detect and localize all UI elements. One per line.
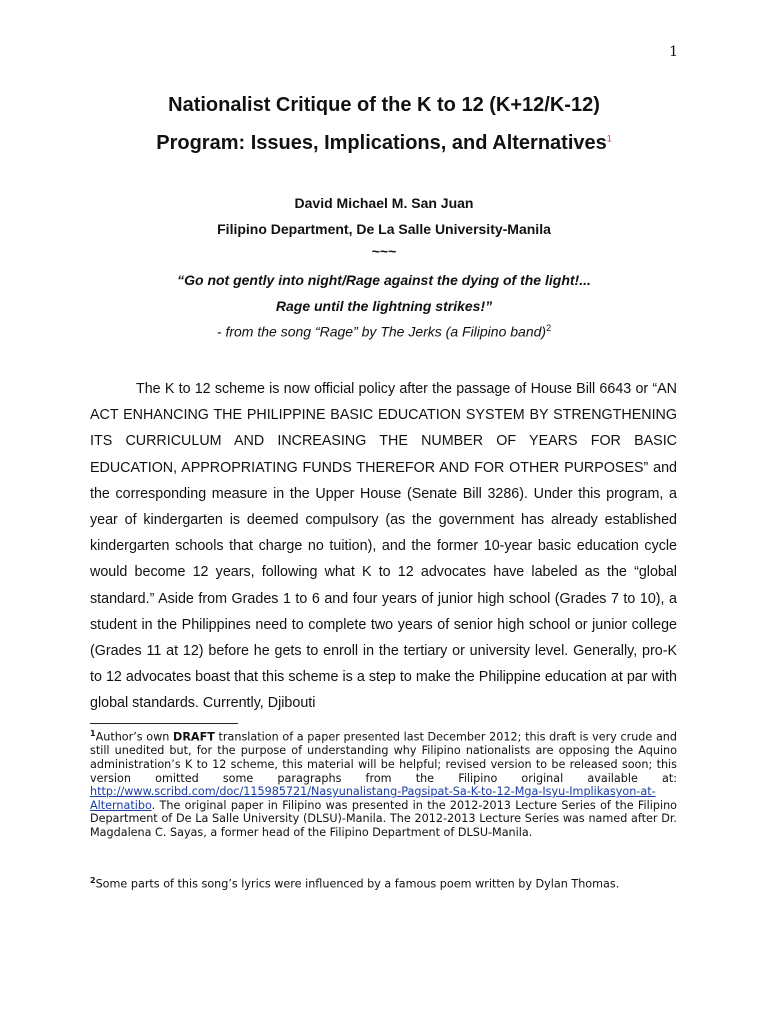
epigraph-source: [0, 323, 768, 340]
title-line-1: Nationalist Critique of the K to 12 (K+12/K-12): [168, 94, 600, 116]
footnote-1-source-link[interactable]: http://www.scribd.com/doc/115985721/Nasyunalistang-Pagsipat-Sa-K-to-12-Mga-Isyu-Implikasyon-at-Alternatibo: [90, 785, 656, 812]
epigraph-source-text: - from the song “Rage” by The Jerks (a Filipino band): [216, 323, 547, 340]
footnote-2-text: Some parts of this song’s lyrics were influenced by a famous poem written by Dylan Thomas.: [95, 877, 620, 891]
footnote-1-text-b: translation of a paper presented last December 2012; this draft is very crude and still unedited but, for the purpose of understanding why Filipino nationalists are opposing the Aquino administration’s K to 12 scheme, this material will be helpful; revised version to be released soon; this version omitted some paragraphs from the Filipino original available at:: [90, 730, 677, 785]
footnote-divider: [90, 723, 238, 724]
title-line-2-text: Program: Issues, Implications, and Alternatives: [156, 132, 607, 154]
footnote-1-text-c: . The original paper in Filipino was presented in the 2012-2013 Lecture Series of the Filipino Department of De La Salle University (DLSU)-Manila. The 2012-2013 Lecture Series was named after Dr. Magdalena C. Sayas, a former head of the Filipino Department of DLSU-Manila.: [90, 798, 677, 839]
footnote-1: [90, 727, 677, 839]
page-number: 1: [669, 44, 678, 60]
title-footnote-ref[interactable]: 1: [606, 133, 612, 144]
footnote-1-text-a: Author’s own: [95, 730, 174, 744]
author-name: David Michael M. San Juan: [294, 195, 474, 211]
title-line-2: [0, 132, 768, 155]
author-affiliation: Filipino Department, De La Salle University-Manila: [217, 221, 551, 237]
epigraph-line-1: “Go not gently into night/Rage against the dying of the light!...: [177, 272, 591, 288]
epigraph-line-2: Rage until the lightning strikes!”: [275, 298, 493, 314]
footnote-1-mark: 1: [90, 729, 96, 738]
epigraph-footnote-ref[interactable]: 2: [546, 323, 552, 333]
footnote-1-draft-label: DRAFT: [173, 730, 215, 744]
footnote-2: [90, 874, 677, 891]
body-paragraph-1: The K to 12 scheme is now official policy after the passage of House Bill 6643 or “AN ACT ENHANCING THE PHILIPPINE BASIC EDUCATION SYSTEM BY STRENGTHENING ITS CURRICULUM AND INCREASING THE NUMBER OF YEARS FOR BASIC EDUCATION, APPROPRIATING FUNDS THEREFOR AND FOR OTHER PURPOSES” and the corresponding measure in the Upper House (Senate Bill 3286). Under this program, a year of kindergarten is deemed compulsory (as the government has already established kindergarten schools that charge no tuition), and the former 10-year basic education cycle would become 12 years, following what K to 12 advocates have labeled as the “global standard.” Aside from Grades 1 to 6 and four years of junior high school (Grades 7 to 10), a student in the Philippines need to complete two years of senior high school or junior college (Grades 11 at 12) before he gets to enroll in the tertiary or university level. Generally, pro-K to 12 advocates boast that this scheme is a step to make the Philippine education at par with global standards. Currently, Djibouti: [90, 381, 677, 712]
section-separator: ~~~: [371, 243, 397, 259]
footnote-2-mark: 2: [90, 876, 96, 885]
